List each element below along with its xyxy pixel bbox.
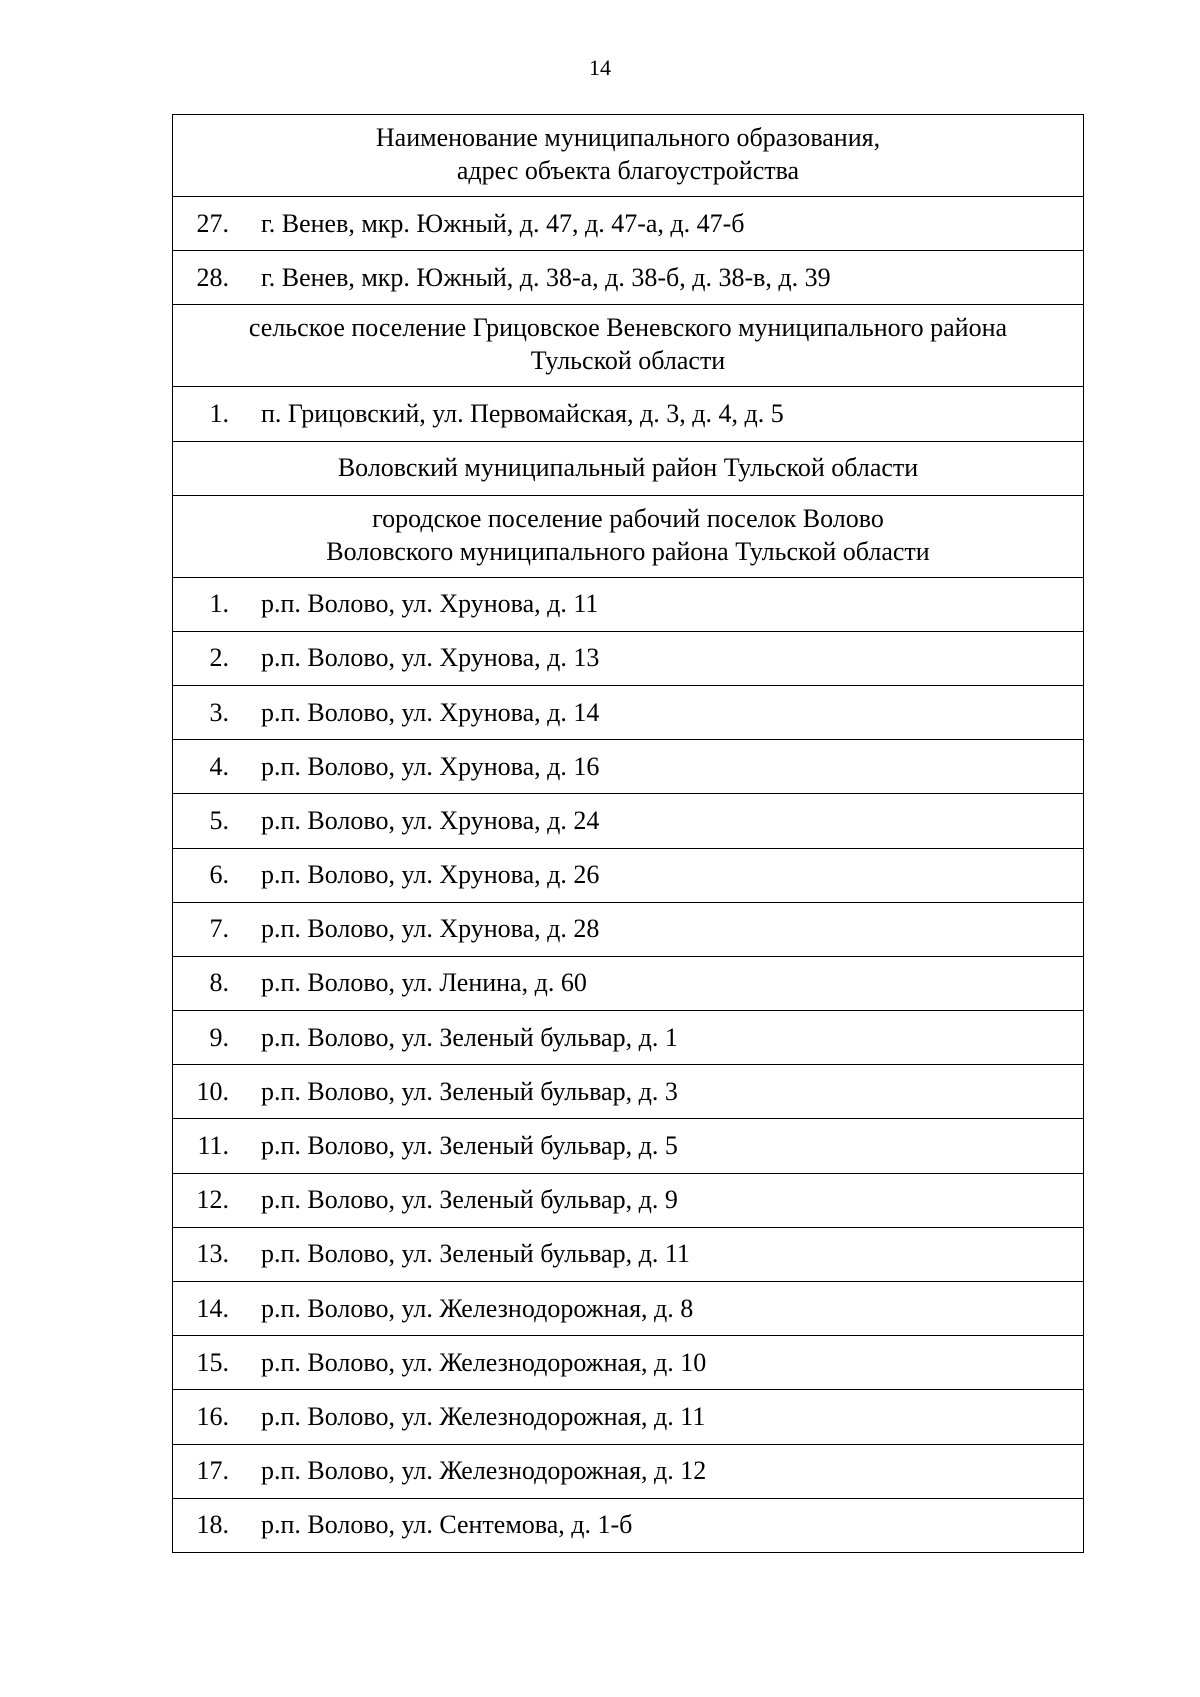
row-address: р.п. Волово, ул. Зеленый бульвар, д. 1 <box>261 1022 678 1052</box>
table-row <box>173 956 1084 1010</box>
row-address: р.п. Волово, ул. Зеленый бульвар, д. 11 <box>261 1239 690 1269</box>
table-row <box>173 1227 1084 1281</box>
address-cell <box>173 631 1084 685</box>
table-row <box>173 1119 1084 1173</box>
address-cell <box>173 1444 1084 1498</box>
section-gritsovskoe-line-2: Тульской области <box>530 346 726 376</box>
row-number: 4. <box>209 751 229 781</box>
address-cell <box>173 848 1084 902</box>
table-row <box>173 1498 1084 1552</box>
address-cell <box>173 740 1084 794</box>
table-row <box>173 631 1084 685</box>
row-address: р.п. Волово, ул. Хрунова, д. 11 <box>261 589 599 619</box>
row-number: 14. <box>196 1293 229 1323</box>
table-row <box>173 197 1084 251</box>
address-cell <box>173 1390 1084 1444</box>
row-number: 11. <box>197 1131 229 1161</box>
section-volovsky-district <box>173 441 1084 495</box>
row-number: 13. <box>196 1239 229 1269</box>
row-address: р.п. Волово, ул. Хрунова, д. 24 <box>261 805 600 835</box>
address-cell <box>173 197 1084 251</box>
row-number: 27. <box>196 208 229 238</box>
address-cell <box>173 1227 1084 1281</box>
table-row <box>173 387 1084 441</box>
table-row <box>173 740 1084 794</box>
row-number: 8. <box>209 968 229 998</box>
address-cell <box>173 251 1084 305</box>
address-table <box>172 114 1084 1553</box>
header-line-2: адрес объекта благоустройства <box>456 156 800 185</box>
row-number: 7. <box>209 914 229 944</box>
table-row <box>173 794 1084 848</box>
row-address: р.п. Волово, ул. Зеленый бульвар, д. 9 <box>261 1185 678 1215</box>
row-address: р.п. Волово, ул. Зеленый бульвар, д. 5 <box>261 1131 678 1161</box>
row-address: р.п. Волово, ул. Хрунова, д. 16 <box>261 751 600 781</box>
address-cell <box>173 1065 1084 1119</box>
row-number: 5. <box>209 805 229 835</box>
address-cell <box>173 1498 1084 1552</box>
table-row <box>173 1336 1084 1390</box>
row-address: р.п. Волово, ул. Хрунова, д. 28 <box>261 914 600 944</box>
row-address: г. Венев, мкр. Южный, д. 38-а, д. 38-б, д. 38-в, д. 39 <box>261 262 831 292</box>
section-gritsovskoe-line-1: сельское поселение Грицовское Веневского муниципального района <box>248 313 1008 343</box>
row-address: р.п. Волово, ул. Железнодорожная, д. 10 <box>261 1347 707 1377</box>
section-volovsky-district-cell <box>173 441 1084 495</box>
row-number: 17. <box>196 1456 229 1486</box>
section-volovo-line-1: городское поселение рабочий поселок Волово <box>372 503 884 533</box>
address-cell <box>173 956 1084 1010</box>
address-cell <box>173 1119 1084 1173</box>
table-row <box>173 1173 1084 1227</box>
address-cell <box>173 1336 1084 1390</box>
section-volovo-line-2: Воловского муниципального района Тульской области <box>326 536 930 566</box>
row-number: 1. <box>209 589 229 619</box>
row-address: р.п. Волово, ул. Сентемова, д. 1-б <box>261 1510 633 1540</box>
address-cell <box>173 387 1084 441</box>
row-address: р.п. Волово, ул. Хрунова, д. 13 <box>261 643 600 673</box>
row-address: р.п. Волово, ул. Зеленый бульвар, д. 3 <box>261 1076 678 1106</box>
row-address: г. Венев, мкр. Южный, д. 47, д. 47-а, д. 47-б <box>261 208 745 238</box>
table-header-cell <box>173 115 1084 197</box>
row-number: 12. <box>196 1185 229 1215</box>
table-row <box>173 1390 1084 1444</box>
table-header-row <box>173 115 1084 197</box>
row-address: р.п. Волово, ул. Железнодорожная, д. 12 <box>261 1456 707 1486</box>
row-number: 18. <box>196 1510 229 1540</box>
table-row <box>173 577 1084 631</box>
address-cell <box>173 685 1084 739</box>
row-number: 28. <box>196 262 229 292</box>
header-line-1: Наименование муниципального образования, <box>375 123 881 152</box>
row-address: р.п. Волово, ул. Железнодорожная, д. 11 <box>261 1401 706 1431</box>
row-number: 2. <box>209 643 229 673</box>
row-address: п. Грицовский, ул. Первомайская, д. 3, д. 4, д. 5 <box>261 398 784 428</box>
row-number: 3. <box>209 697 229 727</box>
table-row <box>173 902 1084 956</box>
address-cell <box>173 902 1084 956</box>
row-address: р.п. Волово, ул. Ленина, д. 60 <box>261 968 587 998</box>
section-volovsky-district-line-1: Воловский муниципальный район Тульской области <box>337 452 919 482</box>
address-cell <box>173 577 1084 631</box>
row-number: 1. <box>209 398 229 428</box>
row-number: 9. <box>209 1022 229 1052</box>
row-address: р.п. Волово, ул. Хрунова, д. 26 <box>261 860 600 890</box>
section-volovo <box>173 495 1084 577</box>
row-address: р.п. Волово, ул. Хрунова, д. 14 <box>261 697 600 727</box>
table-row <box>173 1444 1084 1498</box>
row-address: р.п. Волово, ул. Железнодорожная, д. 8 <box>261 1293 694 1323</box>
section-volovo-cell <box>173 495 1084 577</box>
table-row <box>173 1011 1084 1065</box>
address-cell <box>173 1173 1084 1227</box>
section-gritsovskoe-cell <box>173 305 1084 387</box>
table-row <box>173 848 1084 902</box>
section-gritsovskoe <box>173 305 1084 387</box>
address-cell <box>173 1282 1084 1336</box>
table-row <box>173 1065 1084 1119</box>
row-number: 10. <box>196 1076 229 1106</box>
row-number: 15. <box>196 1347 229 1377</box>
row-number: 16. <box>196 1401 229 1431</box>
table-row <box>173 1282 1084 1336</box>
row-number: 6. <box>209 860 229 890</box>
address-cell <box>173 1011 1084 1065</box>
table-row <box>173 251 1084 305</box>
table-row <box>173 685 1084 739</box>
page-number: 14 <box>589 55 611 80</box>
address-cell <box>173 794 1084 848</box>
